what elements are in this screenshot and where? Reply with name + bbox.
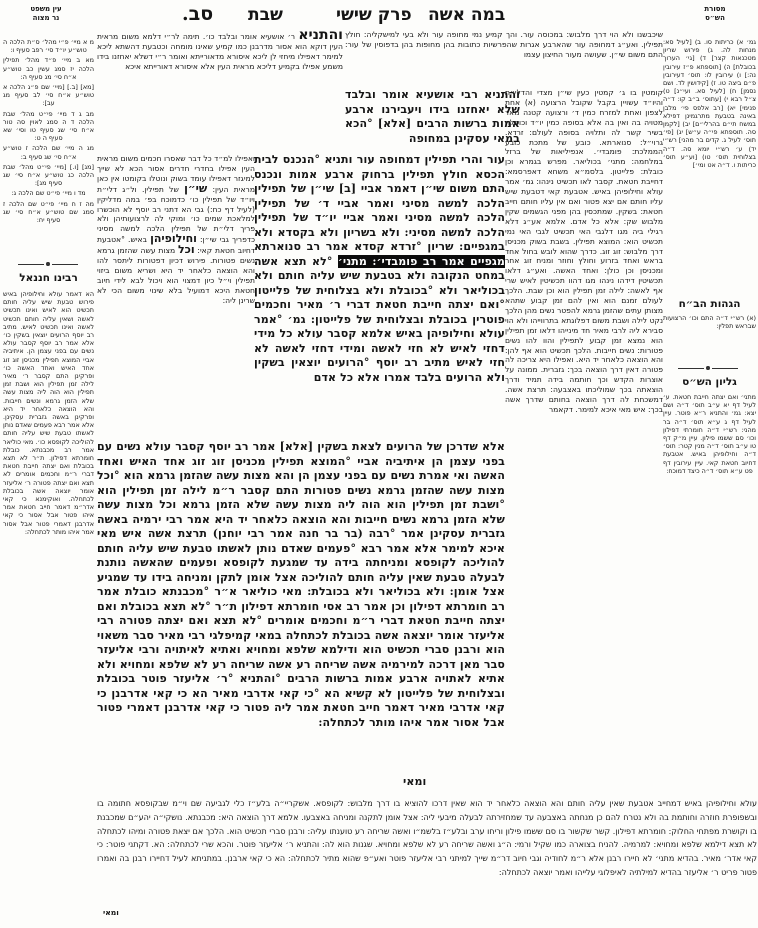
tractate-name: שבת: [248, 5, 283, 25]
chapter-name: במה אשה: [428, 5, 506, 25]
gemara-catchword: ומאי: [403, 775, 427, 788]
gemara-wide-block: אלא שדרכן של הרועים לצאת בשקין [אלא] אמר רב יוסף קסבר עולא נשים עם בפני עצמן הן איתיביה אביי °המוצא תפילין מכניסן זוג זוג אחד האיש ואחד האשה ואי אמרת נשים עם בפני עצמן הן והא מצות עשה שהזמן גרמא הוא °וכל מצות עשה שהזמן גרמא נשים פטורות התם קסבר ר״מ לילה זמן תפילין הוא °ושבת זמן תפילין הוא הוה ליה מצות עשה שלא הזמן גרמא וכל מצות עשה שלא הזמן גרמא נשים חייבות והא הוצאה כלאחר יד היא אמר רבי ירמיה באשה גזברית עסקינן אמר °רבה (בר בר חנה אמר רבי יוחנן) תרצת אשה איש מאי איכא למימר אלא אמר רבא °פעמים שאדם נותן לאשתו טבעת שיש עליה חותם להוליכה לקופסא ומניחתה בידה עד שמגעת לקופסא ופעמים שהאשה נותנת לבעלה טבעת שאין עליה חותם להוליכה אצל אומן לתקן ומניחה בידו עד שמגיע אצל אומן: ולא בכוליאר ולא בכובלת: מאי כוליאר א״ר °מכבנתא כובלת אמר רב חומרתא דפילון וכן אמר רב אסי חומרתא דפילון ת״ר °לא תצא בכובלת ואם יצתה חייבת חטאת דברי ר״מ וחכמים אומרים °לא תצא ואם יצתה פטורה רבי אליעזר אומר יוצאה אשה בכובלת לכתחלה במאי קמיפלגי רבי מאיר סבר משאוי הוא ורבנן סברי תכשיט הוא ודילמא שלפא ומחויא ואתיא לאיתויה ורבי אליעזר סבר מאן דרכה למירמיה אשה שריחה רע אשה שריחה רע לא שלפא ומחויא ולא אתיא לאתויה ארבע אמות ברשות הרבים °והתניא °ר׳ אליעזר פוטר בכובלת ובצלוחית של פלייטון לא קשיא הא °כי קאי אדרבי מאיר הא כי קאי אדרבנן כי קאי אדרבי מאיר דאמר חייב חטאת אמר ליה פטור כי קאי אדרבנן דאמרי פטור אבל אסור אמר איהו מותר לכתחלה:: [97, 440, 505, 729]
ein-mishpat-entry: מא ב מיי׳ פ״ד מהל׳ תפילין הלכה יז סמג עשין כב טוש״ע א״ח סי׳ מג סעיף ה:: [3, 56, 94, 81]
rashi-catchword: ומאי: [103, 908, 119, 917]
ein-mishpat-entry: מ א מיי׳ פ״י מהל׳ ס״ת הלכה ה טוש״ע יו״ד סי׳ רפב סעיף ו:: [3, 38, 94, 55]
masoret-column: גמ׳ א) כריתות סו. ב) [לעיל סא: מנחות לה. ג) פירוש שריון מטכנאות קצר] ד) [גי׳ הערוך בכובלת] ה) [תוספתא פ״ז עירובין נה:] ו) עירובין לו: תוס׳ דעירובין פ״ם ביצה טו. ז) [קידושין לד. ושם נסמן] ח) [לעיל סא. ועי״נ] ט) צ״ל רבא י) [עתוס׳ ב״ב קו: ד״ה פנימי] יא) [רב אלפס פי׳ מלבן באינה בטבעת מתרגמינן דפילא במשח תי״ם בהרלי״ם] יב) [לקמן סה. תוספתא פי״ה ע״ש] יג) [פי׳ תוס׳ לעיל ג. קדים בר מהני] רש״י יד) ע׳ רש״י יומא סה. ד״ה בצלוחית תוס׳ טו) [וע״ע תוס׳ כריתות ו. ד״ה אט ומי׳]: [663, 38, 756, 170]
tosafot-top-block: והתניא ר׳ אושעיא אומר ובלבד כו׳. תימה לר״י דלמא משום מראית העין דוקא הוא אסור מדרבנן כמו קמיע שאינו מומחה וכטבעת דהשתא ליכא למימר דאפילו מיחזי לן ליכא איסורא מדאורייתא ואומר ר״י דשלא יאחזנו בידו משמע אפילו בקמיע דליכא מראית העין אלא איסורא דאורייתא איכא: [97, 31, 343, 71]
ein-mishpat-header: [20, 5, 72, 22]
ein-mishpat-entry: [מא] [ב.] [מיי׳ שם פ״ג הלכה א טוש״ע א״ח סי׳ לב סעיף מג עב]:: [3, 83, 94, 108]
ein-mishpat-column: [3, 38, 94, 258]
ein-mishpat-entry: מה ז ח מיי׳ פי״ט שם הלכה ז סמג שם טוש״ע א״ח סי׳ שג סעיף יח:: [3, 199, 94, 225]
ein-mishpat-header-line1: עין משפט: [30, 5, 62, 13]
rabbeinu-chananel-title: רבינו חננאל: [19, 272, 78, 284]
ein-mishpat-entry: מב ג ד מיי׳ פי״ט מהל׳ שבת הלכה ד ה סמג לאוין סה טור א״ח סי׳ שג סעיף טו וסי׳ שא סעיף ה ט:: [3, 109, 94, 143]
ein-mishpat-entry: [מג] [ו.] [מיי׳ פי״ט מהל׳ שבת הלכה כג טוש״ע א״ח סי׳ שג סעיף מג]:: [3, 162, 94, 188]
rashi-column: קומטין בו ג׳ קמטין כעין שי״ן מצדי והדלי״ת והיו״ד עשויין בקבל שקובל הרצועה (א) אחת לצפון ואחת למזרח כמין ד׳ ורצועה קטנה מאד מטויה בה ואין בה אלא בסופה כמין יו״ד וכופלה בשיר קשר לה ותלויה בסופה לעולם: זרדא. גרוי״ל: סנוארתא. כובע של מתכת כובע הממלכת: פומבדי׳. אנפיליאות של ברזל במלחמה: מתני׳ בכוליאר. מפרש בגמרא וכן כובלת: פלייטון. בלסמ״א משחא דאפרסמא: דחייבת חטאת. קסבר לאו תכשיט נינהו: גמ׳ אמר עולא וחילופיהן באיש. אטבעת קאי דטבעת שיש עליו חותם אם יצא פטור ואם אין עליו חותם חייב חטאת: בשקין. שמתכסין בהן מפני הגשמים שקין מלבוש שק: אלא כל אדם. אלמא אע״ג דלא רגילי ביה מגו דלגבי האי תכשיט לגבי האי נמי תכשיט הוא: המוצא תפילין. בשבת בשוק מכניסן דרך מלבוש: זוג זוג. כדרך שהוא לובש בחול אחד בראש ואחד בזרוע וחולץ וחוזר ומניח זוג אחר ומכניסן וכן כולן: ואחד האשה. ואע״ג דלאו תכשיטין דידהו נינהו מגו דהוו תכשיטין לאיש שרי אף לאשה: לילה זמן תפילין הוא וכן שבת. הלכך לעולם זמנם הוא ואין להם זמן קבוע שתהא מצותן עתים שהזמן גרמא להפטר נשים מהן הלכך נקט לילה ושבת משום דפלוגתא בתרווייהו ולא הוי סבירא ליה לרבי מאיר חד מינייהו דלאו זמן תפילין הוא נמצא זמן קבוע לתפילין והוו להו נשים פטורות: נשים חייבות. הלכך תכשיט הוא אף להן: והא הוצאה כלאחר יד היא. ואפילו היא צריכה לה פטורה דאין דרך הוצאה בכך: גזברית. ממונה על אוצרות הקדש וכך חותמה בידה תמיד ודרך הוצאתה בכך שמוליכתו באצבעה: תרצת אשה. דמשכחת לה דרך הוצאה בחותם שדרך אשה בכך: איש מאי איכא למימר. דקאמר: [505, 88, 663, 414]
rabbeinu-chananel-text: הא דאמר עולא וחילופיהן באיש פירוש טבעת שיש עליה חותם תכשיט הוא לאיש ואינו תכשיט לאשה ושאין עליה חותם תכשיט לאשה ואינו תכשיט לאיש. מתיב רב יוסף הרועים יוצאין בשקין כו׳ אלא אמר רב יוסף קסבר עולא נשים עם בפני עצמן הן. איתיביה אביי המוצא תפילין מכניסן זוג זוג אחד האיש ואחד האשה כו׳ ופרקינן התם קסבר ר׳ מאיר לילה זמן תפילין הוא ושבת זמן תפילין הוא הוה ליה מצות עשה שלא הזמן גרמא ונשים חייבות. והא הוצאה כלאחר יד היא ופרקינן באשה גזברית עסקינן. אלא אמר רבא פעמים שאדם נותן לאשתו טבעת שיש עליה חותם להוליכה לקופסא כו׳. מאי כוליאר אמר רב מכבנתא. כובלת חומרתא דפילון. ת״ר לא תצא בכובלת ואם יצתה חייבת חטאת דברי ר״מ וחכמים אומרים לא תצא ואם יצתה פטורה ר׳ אליעזר אומר יוצאה אשה בכובלת לכתחלה. ואוקימנא כי קאי אדר״מ דאמר חייב חטאת אמר איהו פטור אבל אסור כי קאי אדרבנן דאמרי פטור אבל אסור אמר איהו מותר לכתחלה:: [3, 290, 94, 536]
ornament-divider-right: [678, 364, 738, 372]
hagahot-bach-title: הגהות הב״ח: [678, 298, 741, 310]
masoret-header-line1: מסורת: [704, 5, 726, 13]
ein-mishpat-entry: מד ו מיי׳ פי״ט שם הלכה ג:: [11, 189, 86, 198]
tosafot-column: ואפילו למ״ד כל דבר שאסרו חכמים משום מראית העין אפילו בחדרי חדרים אסור הכא לא שייך למיגזר דאפילו עומד בשוק ונוטלו בקומטו אין כאן מראית העין: שי״ן של תפילין. ול״ג דלי״ת ויו״ד של תפילין כו׳ כדמוכח בפ׳ במה מדליקין (לעיל דף כח:) גבי הא דתני רב יוסף לא הוכשרו למלאכת שמים כו׳ ומוקי לה לרצועותיהן ולא פריך דלי״ת של תפילין הלכה למשה מסיני כדפריך גבי שי״ן: וחילופיהן באיש. °אטבעת דחיוב חטאת קאי: וכל מצות עשה שהזמן גרמא נשים פטורות. פירוש דכיון דפטורות ליתסר להו והא הוצאה כלאחר יד היא ושריא משום ביזוי תפילין וי״ל כיון דמצוי הוא ויכול לבא לידי חיוב חטאת היכא דמועיל בלא שינוי משום הכי לא שרינן ליה:: [97, 154, 255, 305]
hagahot-bach-text: (א) רש״י ד״ה התם וכו׳ הרצועות שבראש תפלין:: [663, 314, 756, 331]
gemara-top-block: והתניא רבי אושעיא אומר ובלבד שלא יאחזנו בידו ויעבירנו ארבע אמות ברשות הרבים [אלא] °הכא במאי עסקינן במחופה: [345, 88, 520, 145]
chapter-number: פרק שישי: [336, 5, 412, 25]
gemara-mid-block: עור והרי תפילין דמחופה עור ותניא °הנכנס לבית הכסא חולץ תפילין ברחוק ארבע אמות ונכנס התם משום שי״ן דאמר אביי [ב] שי״ן של תפילין הלכה למשה מסיני ואמר אביי ד׳ של תפילין הלכה למשה מסיני ואמר אביי יו״ד של תפילין הלכה למשה מסיני: ולא בשריון ולא בקסדא ולא במגפיים: שריון °זרדא קסדא אמר רב סנוארתא מגפיים אמר רב פומבדי׳: מתני׳ °לא תצא אשה במחט הנקובה ולא בטבעת שיש עליה חותם ולא בכוליאר ולא °בכובלת ולא בצלוחית של פלייטון °ואם יצתה חייבת חטאת דברי ר׳ מאיר וחכמים פוטרין בכובלת ובצלוחית של פלייטון: גמ׳ °אמר עולא וחילופיהן באיש אלמא קסבר עולא כל מידי דחזי לאיש לא חזי לאשה ומידי דחזי לאשה לא חזי לאיש מתיב רב יוסף °הרועים יוצאין בשקין ולא הרועים בלבד אמרו אלא כל אדם: [254, 153, 505, 384]
masoret-header-line2: הש״ס: [705, 13, 725, 22]
rashi-top-block: שיכבשנו ולא הוי דרך מלבוש: במכוסה עור. והך קמיע נמי מחופה עור ולא בעי למישקליה: חולץ תפילין. ואע״ג דמחופה עור שהארבע אגרות שהפרשיות כתובות בהן מחופות בהן בדפוסין של עור: התם משום שי״ן. שעושה מעור החיצון עצמו: [345, 30, 663, 59]
ein-mishpat-header-line2: נר מצוה: [32, 13, 60, 22]
ornament-divider-left: [18, 260, 78, 268]
masoret-header: [690, 5, 740, 22]
daf-number: סב.: [182, 3, 214, 25]
ein-mishpat-entry: מג ה מיי׳ שם הלכה ז טוש״ע א״ח סי׳ שג סעיף ב:: [3, 144, 94, 161]
rashi-bottom-block: עולא וחילופיהן באיש דמחייב אטבעת שאין עליה חותם והא הוצאה כלאחר יד הוא שאין דרכו להוציא בו דרך מלבוש: לקופסא. אשקריי״ה בלע״ז כלי לגביעה שם וי״מ שבקופסא חתומה בו ובשפופרת חוזרה וחותמת בה ולא נטרח להם כן מנחתה באצבעה עד שמחזירתה לבעלה מיבעי ליה: אצל אומן לתקנה ומניחה באצבעו. אלמא דרך הוצאה היא: מכבנתא. נושקי״ה יהע״ם שמכבנת בו וקושרת מפתחי החלוק: חומרתא דפילון. קשר שקשור בו סם ששמו פילון וריחו ערב ובלע״ז בלשמ״ו ואשה שריחה רע טוענתו עליה: ורבנן סברי תכשיט הוא. הלכך אם יצאת פטורה ומיהו לכתחלה לא תצא דילמא שלפא ומחויא: למרמיה. להניח בצוארה כמו שקיל ורמי: ה״ג ואשה שריחה רע לא שלפא ומחויא. שגנות הוא לה: והתניא ר׳ אליעזר פוטר. והכא שרי לכתחלה: הא. דקתני פוטר: כי קאי אדר׳ מאיר. בהדיא מתני׳ לא חיירו רבנן אלא ר״מ לחודיה וגבי חיוב דר״מ שייך למיתני רבי אליעזר פוטר ואע״פ שהוא מתיר לכתחלה: הא כי קאי ארבנן. במתניתא לעיל דחיירו רבנן בה ואמרו פטור פריט ר׳ אליעזר בהדיא למילתיה לאיפלוגי עלייהו ואמר יוצאה לכתחלה:: [97, 799, 757, 877]
gilyon-hashas-title: גליון הש״ס: [682, 376, 737, 388]
gilyon-hashas-text: מתני׳ ואם יצתה חייבת חטאת. ע׳ לעיל דף יא ע״ב תוס׳ ד״ה ושם יצא: גמ׳ והתניא ר״א פוטר. עיין לעיל דף ג ע״א תוס׳ ד״ה בר מהני: רש״י ד״ה חומרתי דפילון וכו׳ סם ששמו פילון. עיין מ״ק דף טו ע״ב תוס׳ ד״ה מנין קטר: תוס׳ ד״ה וחילופיהן באיש. אטבעת דחיוב חטאת קאי. עיין עירובין דף פט ע״א תוס׳ ד״ה כיצד דמוכח:: [663, 393, 756, 475]
